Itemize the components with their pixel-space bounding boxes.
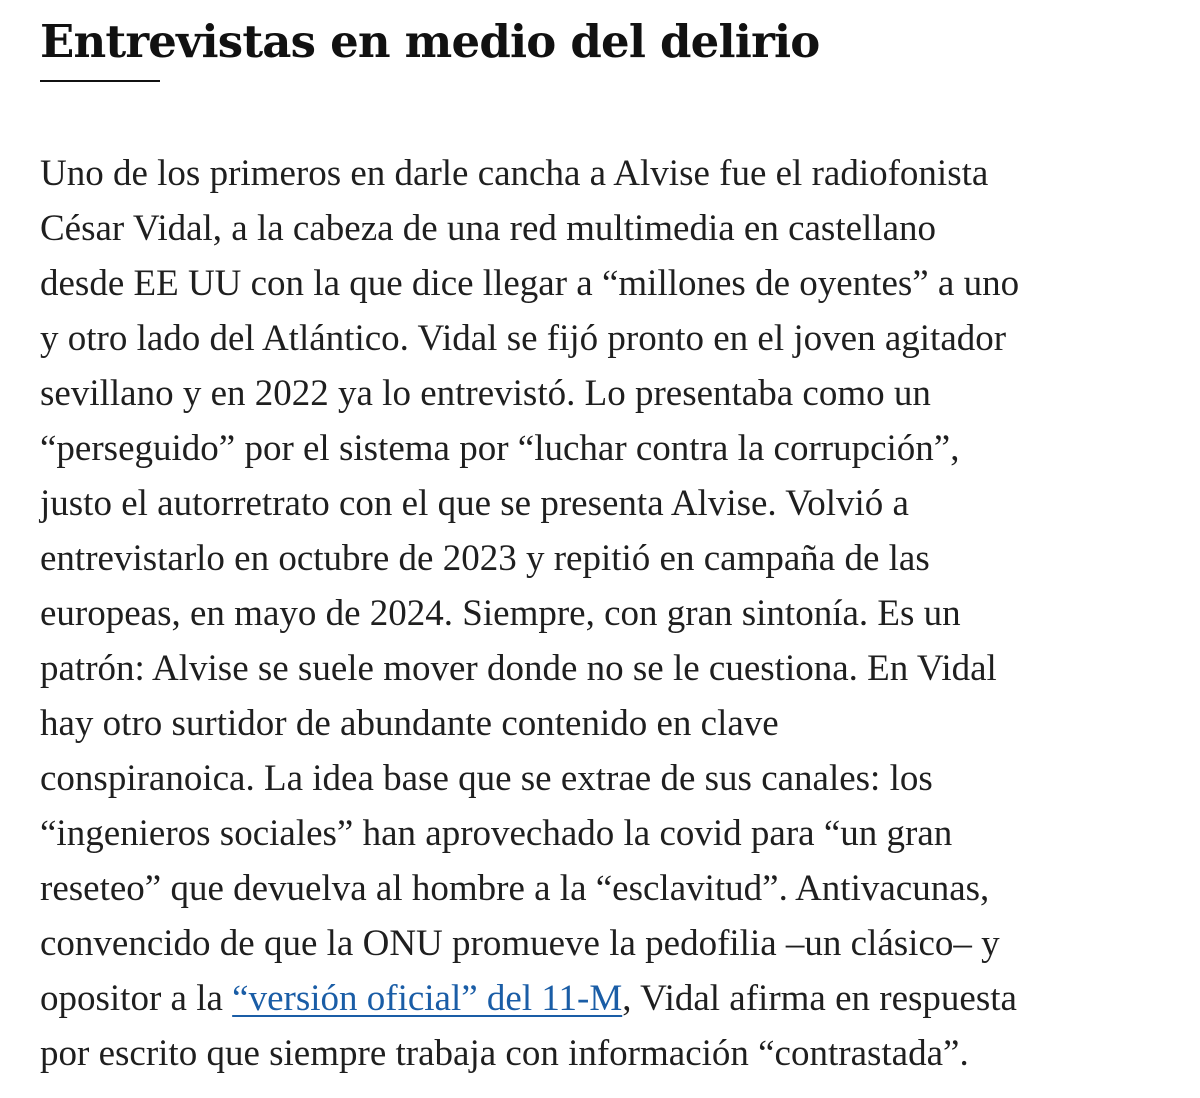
paragraph-line: Uno de los primeros en darle cancha a Alvise fue el radiofonista [40,153,989,194]
paragraph-line: reseteo” que devuelva al hombre a la “esclavitud”. Antivacunas, [40,868,990,909]
paragraph-line: hay otro surtidor de abundante contenido en clave [40,703,779,744]
paragraph-line: justo el autorretrato con el que se presenta Alvise. Volvió a [40,483,909,524]
section-heading: Entrevistas en medio del delirio [40,15,820,68]
paragraph-line: por escrito que siempre trabaja con información “contrastada”. [40,1033,969,1074]
paragraph-line: y otro lado del Atlántico. Vidal se fijó pronto en el joven agitador [40,318,1007,359]
link-line-suffix: , Vidal afirma en respuesta [622,978,1017,1019]
paragraph-line: entrevistarlo en octubre de 2023 y repitió en campaña de las [40,538,930,579]
paragraph-line: sevillano y en 2022 ya lo entrevistó. Lo presentaba como un [40,373,931,414]
paragraph-line: César Vidal, a la cabeza de una red multimedia en castellano [40,208,937,249]
article [40,0,1180,1081]
paragraph-line: convencido de que la ONU promueve la pedofilia –un clásico– y [40,923,1000,964]
paragraph-line: europeas, en mayo de 2024. Siempre, con gran sintonía. Es un [40,593,961,634]
paragraph-line: desde EE UU con la que dice llegar a “millones de oyentes” a uno [40,263,1020,304]
paragraph-line: conspiranoica. La idea base que se extrae de sus canales: los [40,758,933,799]
paragraph-line-with-link [40,971,1180,1026]
paragraph-line: “perseguido” por el sistema por “luchar contra la corrupción”, [40,428,960,469]
link-line-prefix: opositor a la [40,978,233,1019]
paragraph-line: “ingenieros sociales” han aprovechado la covid para “un gran [40,813,953,854]
paragraph-line: patrón: Alvise se suele mover donde no se le cuestiona. En Vidal [40,648,997,689]
version-oficial-link[interactable]: “versión oficial” del 11-M [232,978,623,1019]
article-paragraph [40,82,1180,1081]
